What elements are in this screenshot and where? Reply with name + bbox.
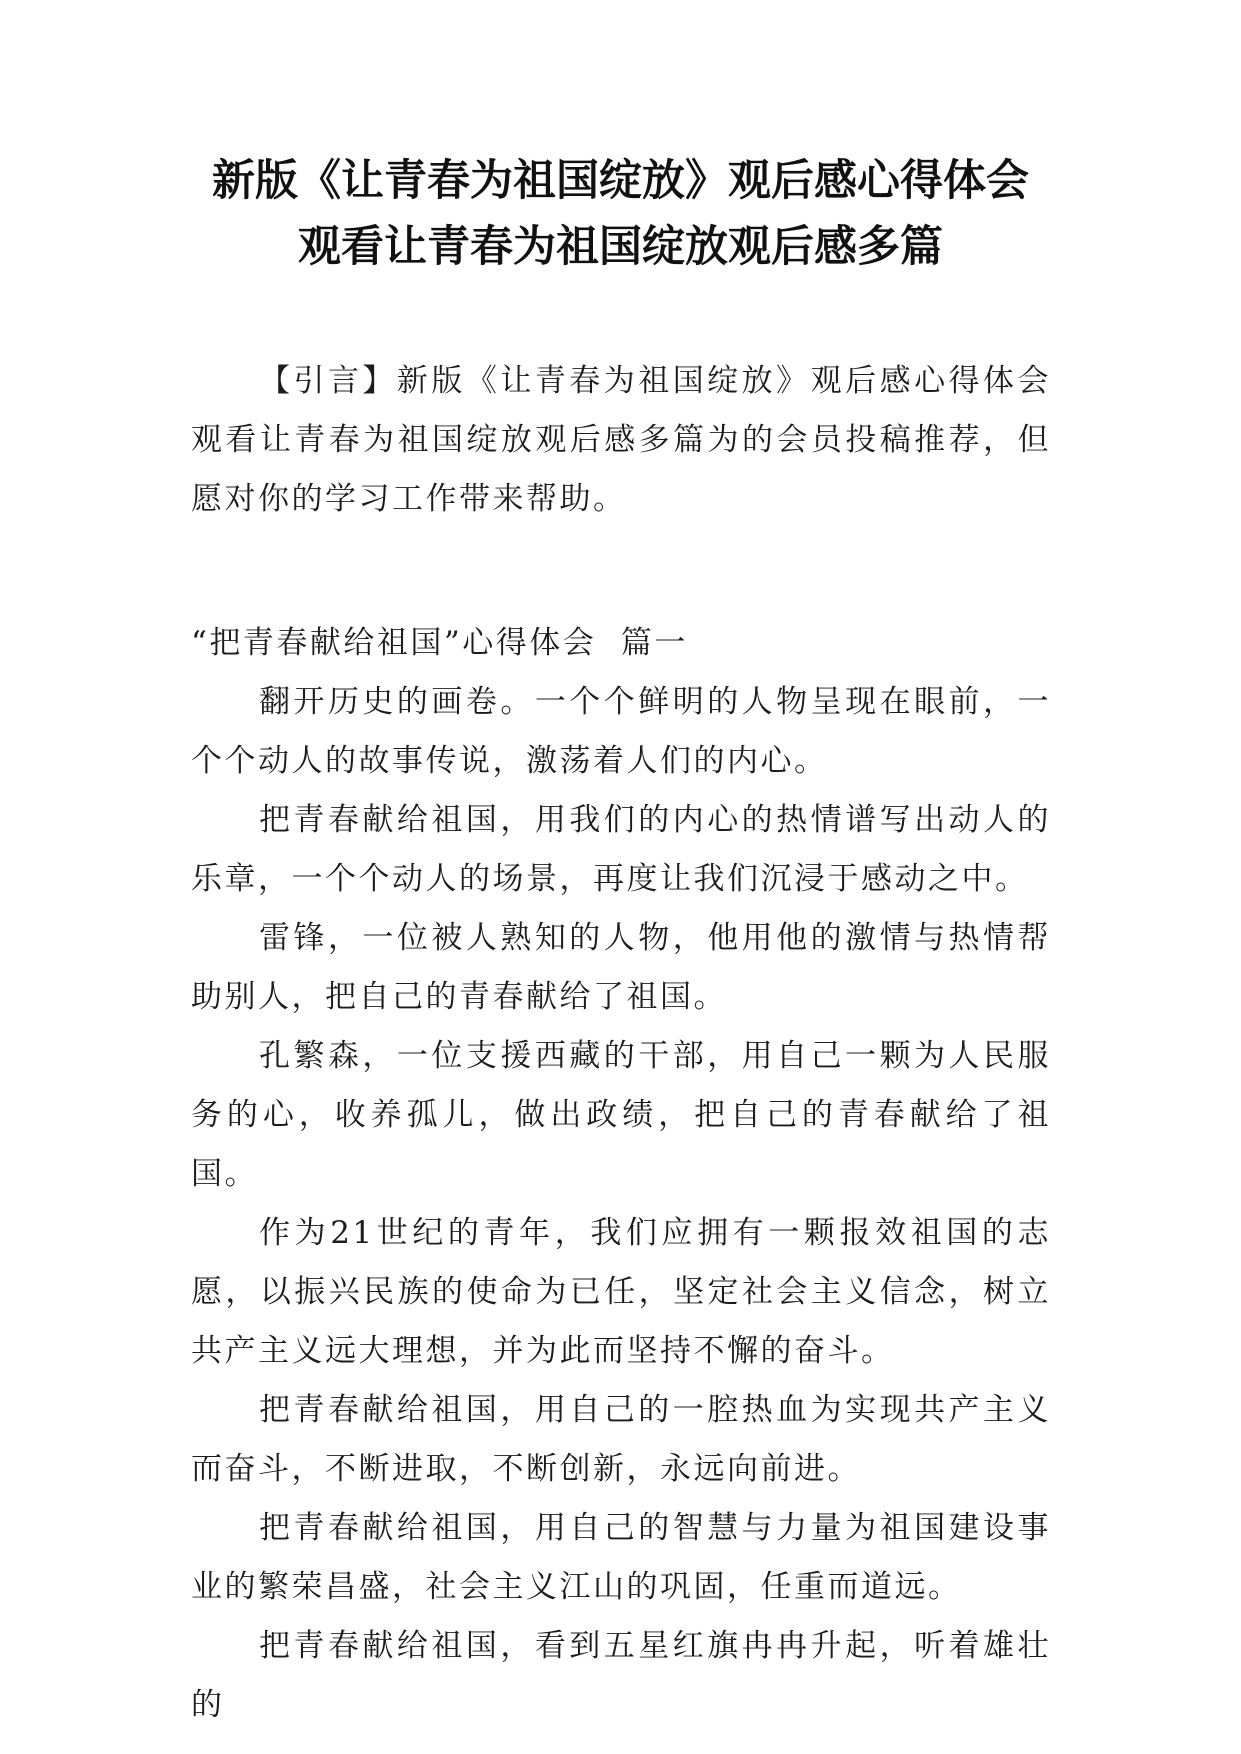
document-body <box>191 352 1051 1735</box>
body-paragraph: 把青春献给祖国，看到五星红旗冉冉升起，听着雄壮的 <box>191 1628 1051 1723</box>
section-heading: “把青春献给祖国”心得体会 篇一 <box>191 625 688 661</box>
body-paragraph: 作为21世纪的青年，我们应拥有一颗报效祖国的志愿，以振兴民族的使命为已任，坚定社会主义信念，树立共产主义远大理想，并为此而坚持不懈的奋斗。 <box>191 1215 1051 1369</box>
body-paragraph: 把青春献给祖国，用自己的智慧与力量为祖国建设事业的繁荣昌盛，社会主义江山的巩固，任重而道远。 <box>191 1510 1051 1605</box>
body-paragraph: 把青春献给祖国，用自己的一腔热血为实现共产主义而奋斗，不断进取，不断创新，永远向前进。 <box>191 1392 1051 1487</box>
body-paragraph: 孔繁森，一位支援西藏的干部，用自己一颗为人民服务的心，收养孤儿，做出政绩，把自己的青春献给了祖国。 <box>191 1038 1051 1192</box>
body-paragraph: 把青春献给祖国，用我们的内心的热情谱写出动人的乐章，一个个动人的场景，再度让我们沉浸于感动之中。 <box>191 802 1051 897</box>
title-line-1: 新版《让青春为祖国绽放》观后感心得体会 <box>212 156 1029 206</box>
body-paragraph: 翻开历史的画卷。一个个鲜明的人物呈现在眼前，一个个动人的故事传说，激荡着人们的内心。 <box>191 684 1051 779</box>
title-line-2: 观看让青春为祖国绽放观后感多篇 <box>298 222 943 272</box>
body-paragraph: 雷锋，一位被人熟知的人物，他用他的激情与热情帮助别人，把自己的青春献给了祖国。 <box>191 920 1051 1015</box>
intro-paragraph: 【引言】新版《让青春为祖国绽放》观后感心得体会观看让青春为祖国绽放观后感多篇为的会员投稿推荐，但愿对你的学习工作带来帮助。 <box>191 363 1051 517</box>
document-title <box>150 148 1091 280</box>
